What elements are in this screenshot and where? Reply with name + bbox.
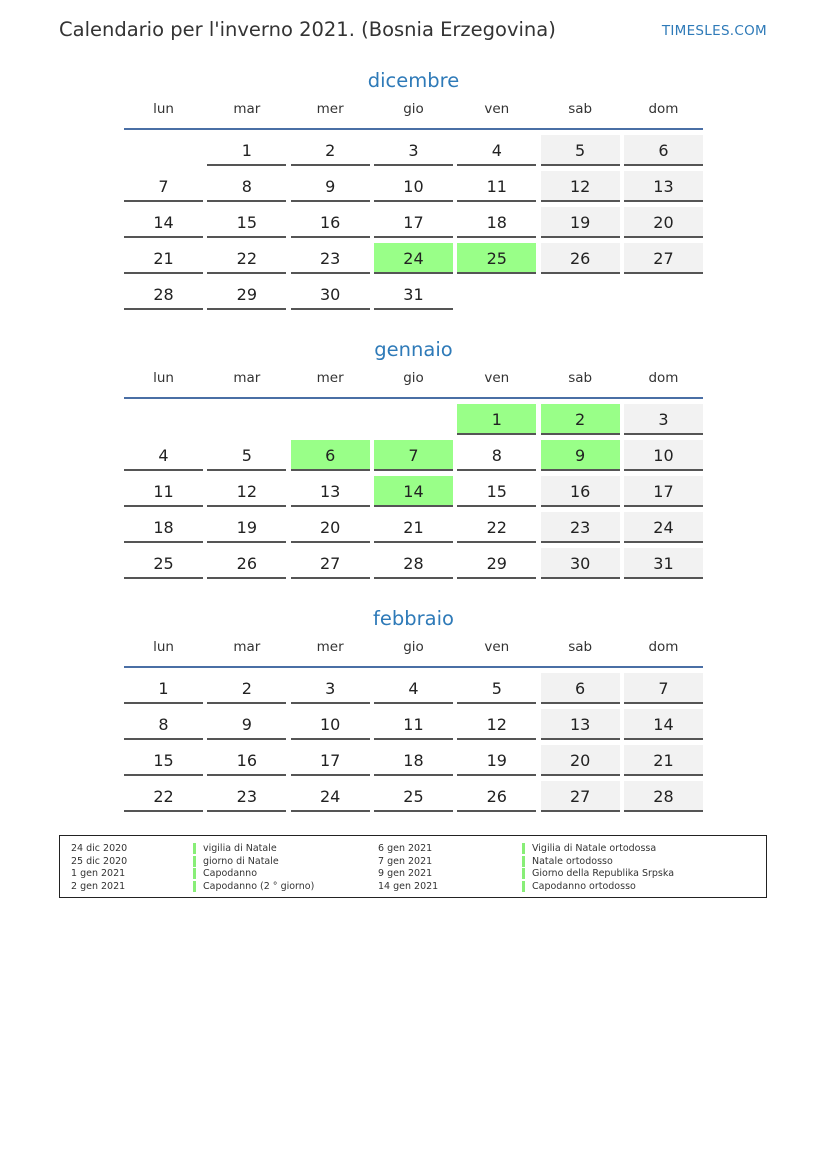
- weekday-label: mer: [316, 370, 344, 386]
- day-cell: 8: [124, 709, 203, 740]
- day-cell: 28: [624, 781, 703, 812]
- day-cell: 17: [374, 207, 453, 238]
- day-cell: 21: [374, 512, 453, 543]
- day-grid: [124, 135, 703, 310]
- day-cell: 13: [624, 171, 703, 202]
- holiday-day-cell: 1: [457, 404, 536, 435]
- day-cell: 6: [624, 135, 703, 166]
- day-cell: 19: [541, 207, 620, 238]
- day-cell: 7: [624, 673, 703, 704]
- day-cell: 27: [541, 781, 620, 812]
- day-cell: 13: [291, 476, 370, 507]
- weekday-header: [124, 633, 703, 668]
- day-grid: [124, 404, 703, 579]
- legend-date: 6 gen 2021: [378, 843, 433, 854]
- day-cell: 23: [207, 781, 286, 812]
- month-name: febbraio: [373, 607, 454, 630]
- day-cell: 11: [457, 171, 536, 202]
- holiday-day-cell: 25: [457, 243, 536, 274]
- weekday-label: gio: [403, 370, 424, 386]
- day-cell: 18: [457, 207, 536, 238]
- weekday-label: mar: [233, 370, 261, 386]
- day-cell: 19: [457, 745, 536, 776]
- day-cell: 5: [457, 673, 536, 704]
- day-cell: 7: [124, 171, 203, 202]
- holiday-legend: [59, 835, 767, 898]
- holiday-day-cell: 7: [374, 440, 453, 471]
- day-cell: 4: [457, 135, 536, 166]
- weekday-label: mer: [316, 101, 344, 117]
- day-cell: 22: [207, 243, 286, 274]
- day-cell: 29: [207, 279, 286, 310]
- day-cell: 25: [374, 781, 453, 812]
- weekday-label: dom: [648, 101, 679, 117]
- empty-cell: [207, 404, 286, 433]
- day-cell: 5: [207, 440, 286, 471]
- day-cell: 28: [374, 548, 453, 579]
- day-cell: 3: [291, 673, 370, 704]
- legend-holiday-name: Natale ortodosso: [522, 856, 613, 867]
- weekday-header: [124, 95, 703, 130]
- day-cell: 15: [207, 207, 286, 238]
- holiday-day-cell: 2: [541, 404, 620, 435]
- day-cell: 3: [624, 404, 703, 435]
- weekday-label: dom: [648, 370, 679, 386]
- weekday-label: sab: [568, 370, 593, 386]
- day-cell: 14: [124, 207, 203, 238]
- day-cell: 11: [124, 476, 203, 507]
- day-cell: 31: [374, 279, 453, 310]
- day-cell: 17: [291, 745, 370, 776]
- page-title: Calendario per l'inverno 2021. (Bosnia Erzegovina): [59, 18, 556, 41]
- day-cell: 1: [207, 135, 286, 166]
- day-cell: 19: [207, 512, 286, 543]
- month-calendar: [124, 605, 703, 812]
- legend-date: 25 dic 2020: [71, 855, 128, 867]
- day-cell: 22: [457, 512, 536, 543]
- legend-holiday-name: Capodanno (2 ° giorno): [193, 881, 314, 892]
- day-cell: 29: [457, 548, 536, 579]
- weekday-label: dom: [648, 639, 679, 655]
- day-cell: 16: [207, 745, 286, 776]
- day-cell: 15: [457, 476, 536, 507]
- legend-holiday-name: vigilia di Natale: [193, 843, 277, 854]
- day-cell: 8: [207, 171, 286, 202]
- legend-holiday-name: Vigilia di Natale ortodossa: [522, 843, 656, 854]
- weekday-label: gio: [403, 639, 424, 655]
- day-cell: 30: [541, 548, 620, 579]
- legend-holiday-name: Capodanno ortodosso: [522, 881, 636, 892]
- legend-date: 9 gen 2021: [378, 868, 433, 879]
- weekday-label: lun: [153, 639, 174, 655]
- empty-cell: [124, 135, 203, 164]
- legend-date: 1 gen 2021: [71, 868, 126, 879]
- day-cell: 10: [624, 440, 703, 471]
- weekday-label: mar: [233, 639, 261, 655]
- day-cell: 26: [207, 548, 286, 579]
- legend-date: 7 gen 2021: [378, 855, 433, 867]
- day-cell: 31: [624, 548, 703, 579]
- day-cell: 26: [541, 243, 620, 274]
- weekday-label: ven: [484, 639, 510, 655]
- month-calendar: [124, 67, 703, 310]
- holiday-day-cell: 9: [541, 440, 620, 471]
- weekday-label: ven: [484, 101, 510, 117]
- day-cell: 12: [457, 709, 536, 740]
- weekday-label: ven: [484, 370, 510, 386]
- empty-cell: [124, 404, 203, 433]
- day-cell: 12: [541, 171, 620, 202]
- day-cell: 2: [291, 135, 370, 166]
- day-cell: 23: [291, 243, 370, 274]
- day-cell: 11: [374, 709, 453, 740]
- month-name: dicembre: [367, 69, 460, 92]
- day-cell: 21: [124, 243, 203, 274]
- holiday-day-cell: 24: [374, 243, 453, 274]
- day-cell: 28: [124, 279, 203, 310]
- empty-cell: [291, 404, 370, 433]
- legend-date: 2 gen 2021: [71, 880, 126, 892]
- weekday-label: mar: [233, 101, 261, 117]
- legend-date: 14 gen 2021: [378, 880, 439, 892]
- weekday-header: [124, 364, 703, 399]
- day-cell: 3: [374, 135, 453, 166]
- day-cell: 20: [291, 512, 370, 543]
- day-cell: 25: [124, 548, 203, 579]
- holiday-day-cell: 14: [374, 476, 453, 507]
- day-cell: 13: [541, 709, 620, 740]
- day-cell: 9: [207, 709, 286, 740]
- day-cell: 27: [624, 243, 703, 274]
- day-cell: 10: [291, 709, 370, 740]
- day-cell: 20: [624, 207, 703, 238]
- day-cell: 18: [374, 745, 453, 776]
- holiday-day-cell: 6: [291, 440, 370, 471]
- weekday-label: gio: [403, 101, 424, 117]
- day-cell: 14: [624, 709, 703, 740]
- day-cell: 27: [291, 548, 370, 579]
- legend-holiday-name: Capodanno: [193, 868, 257, 879]
- day-cell: 23: [541, 512, 620, 543]
- day-cell: 5: [541, 135, 620, 166]
- day-cell: 22: [124, 781, 203, 812]
- day-cell: 4: [124, 440, 203, 471]
- day-cell: 21: [624, 745, 703, 776]
- day-cell: 20: [541, 745, 620, 776]
- empty-cell: [374, 404, 453, 433]
- day-cell: 24: [624, 512, 703, 543]
- day-cell: 1: [124, 673, 203, 704]
- day-cell: 4: [374, 673, 453, 704]
- day-cell: 26: [457, 781, 536, 812]
- day-cell: 17: [624, 476, 703, 507]
- month-name: gennaio: [374, 338, 453, 361]
- day-cell: 12: [207, 476, 286, 507]
- day-cell: 16: [291, 207, 370, 238]
- day-cell: 10: [374, 171, 453, 202]
- weekday-label: sab: [568, 639, 593, 655]
- day-cell: 9: [291, 171, 370, 202]
- legend-holiday-name: giorno di Natale: [193, 856, 279, 867]
- day-grid: [124, 673, 703, 812]
- weekday-label: sab: [568, 101, 593, 117]
- day-cell: 30: [291, 279, 370, 310]
- day-cell: 16: [541, 476, 620, 507]
- site-link[interactable]: TIMESLES.COM: [661, 23, 767, 39]
- day-cell: 18: [124, 512, 203, 543]
- day-cell: 6: [541, 673, 620, 704]
- legend-holiday-name: Giorno della Republika Srpska: [522, 868, 674, 879]
- weekday-label: lun: [153, 101, 174, 117]
- weekday-label: mer: [316, 639, 344, 655]
- legend-date: 24 dic 2020: [71, 843, 128, 854]
- day-cell: 15: [124, 745, 203, 776]
- day-cell: 8: [457, 440, 536, 471]
- month-calendar: [124, 336, 703, 579]
- weekday-label: lun: [153, 370, 174, 386]
- day-cell: 2: [207, 673, 286, 704]
- day-cell: 24: [291, 781, 370, 812]
